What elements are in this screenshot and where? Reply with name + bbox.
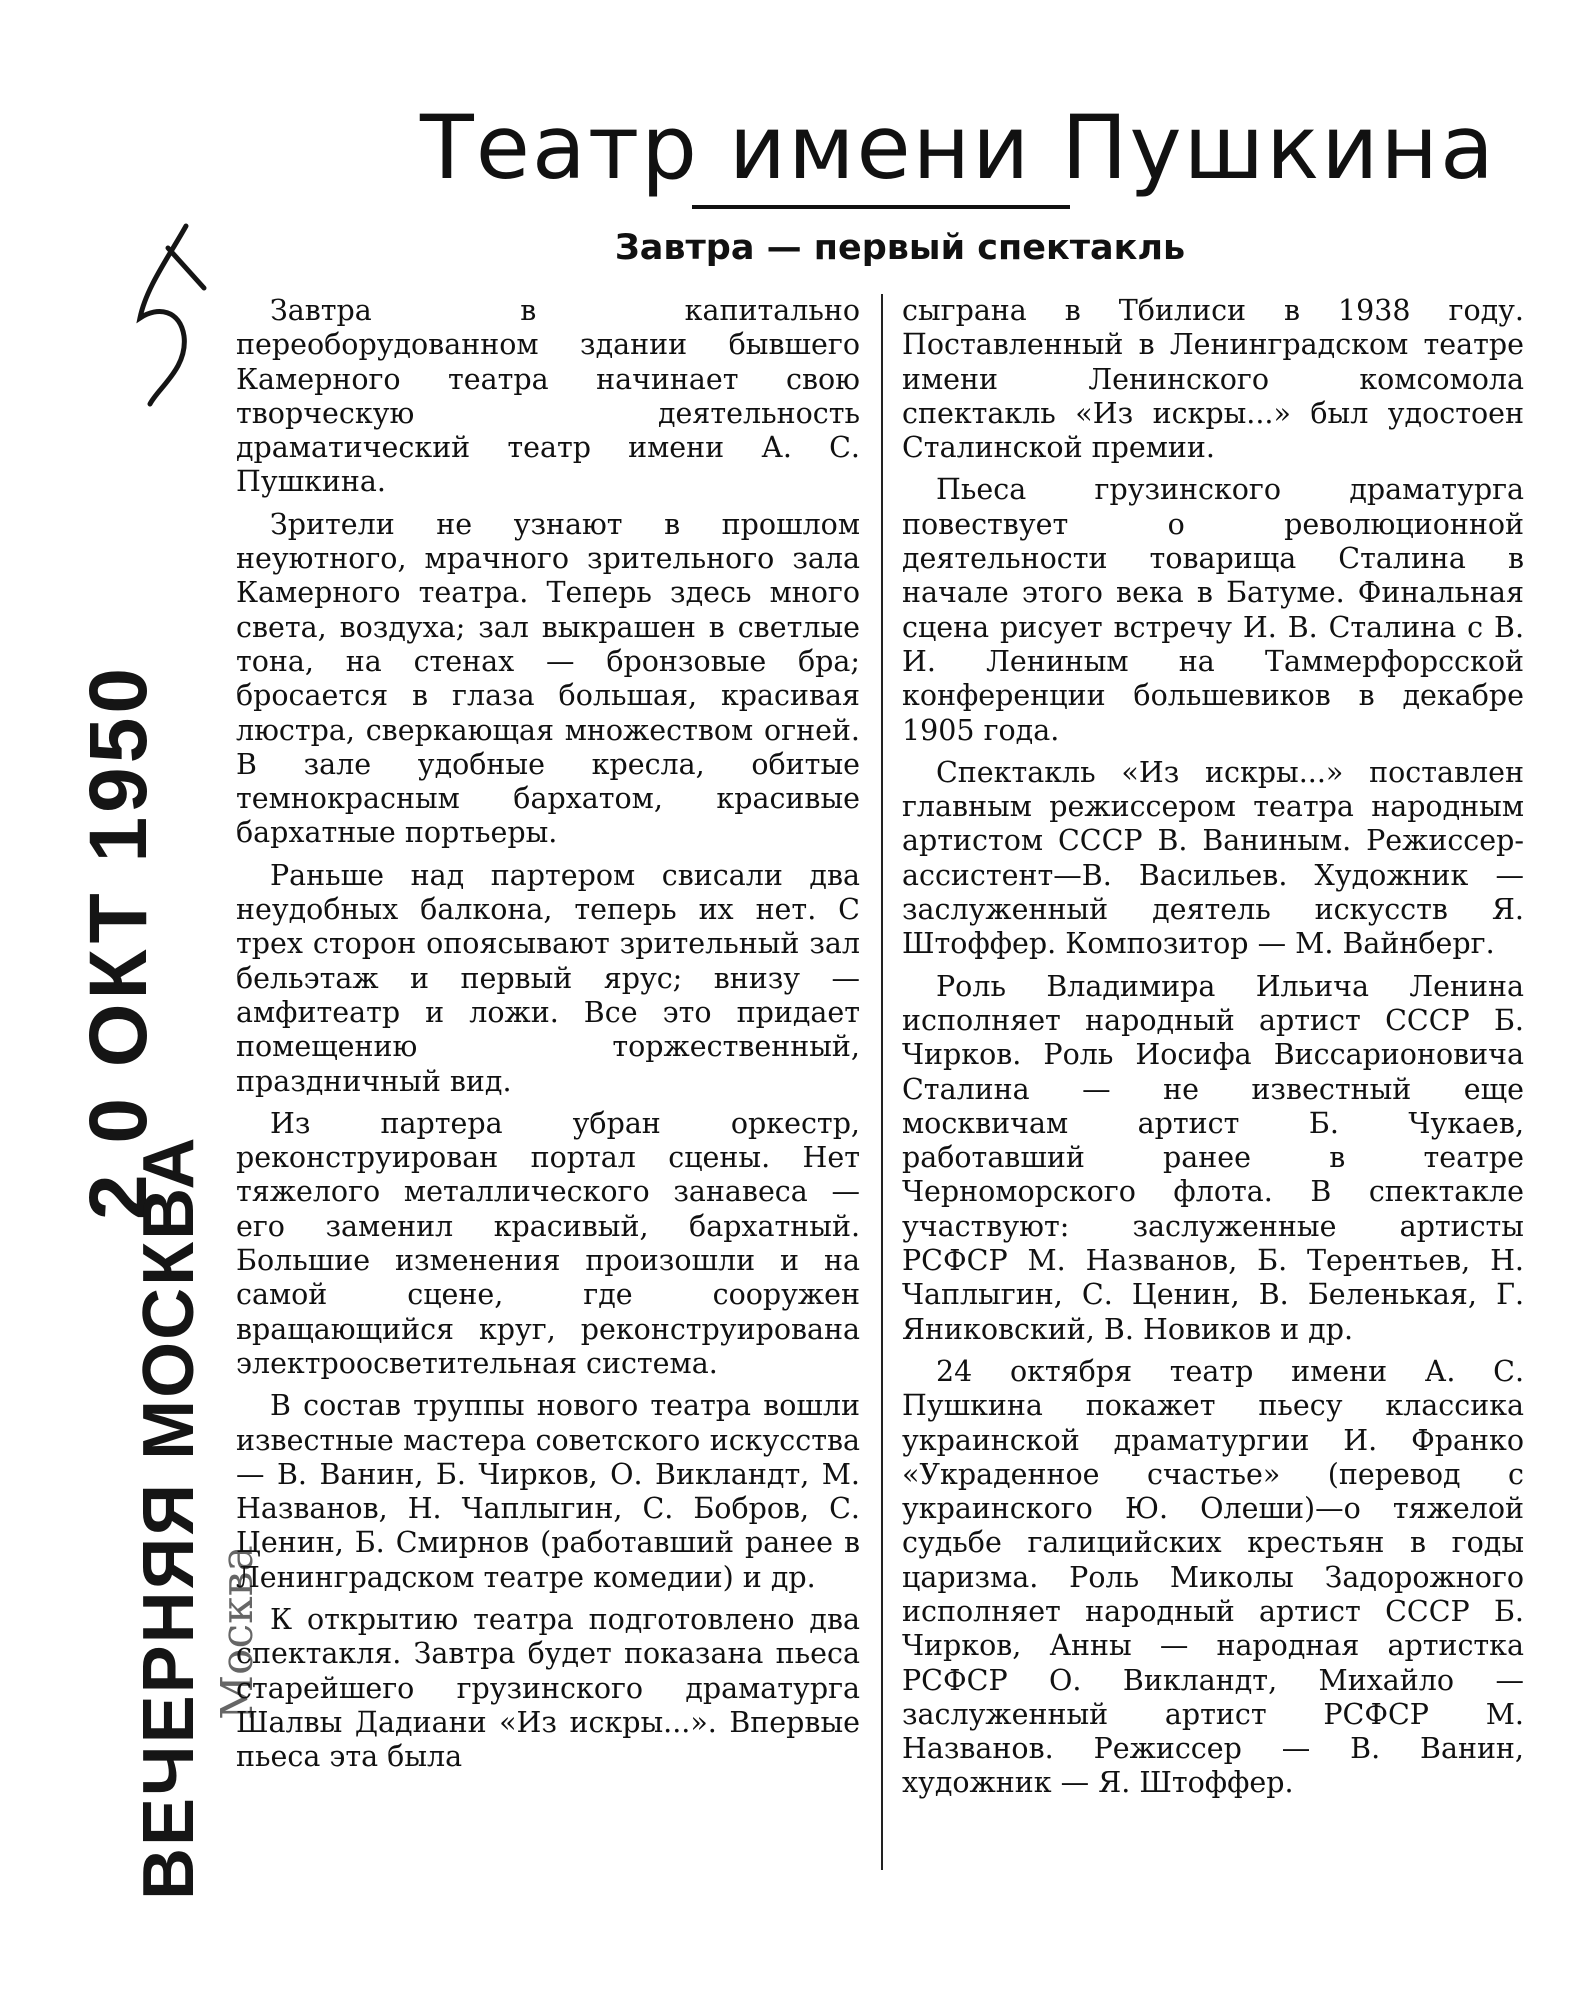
paragraph: Зрители не узнают в прошлом неуютного, мрачного зрительного зала Камерного театра. Теперь здесь много света, воздуха; зал выкрашен в светлые тона, на стенах — бронзовые бра; бросается в глаза большая, красивая люстра, сверкающая множеством огней. В зале удобные кресла, обитые темнокрасным бархатом, красивые бархатные портьеры. bbox=[236, 507, 860, 850]
right-column bbox=[902, 294, 1524, 1809]
city-stamp: Москва bbox=[212, 1545, 263, 1720]
paragraph: В состав труппы нового театра вошли известные мастера советского искусства — В. Ванин, Б. Чирков, О. Викландт, М. Названов, Н. Чаплыгин, С. Бобров, С. Ценин, Б. Смирнов (работавший ранее в Ленинградском театре комедии) и др. bbox=[236, 1389, 860, 1594]
column-divider bbox=[881, 294, 883, 1870]
date-stamp: 2 0 ОКТ 1950 bbox=[73, 664, 164, 1220]
paragraph: 24 октября театр имени А. С. Пушкина покажет пьесу классика украинской драматургии И. Франко «Украденное счастье» (перевод с украинского Ю. Олеши)—о тяжелой судьбе галицийских крестьян в годы царизма. Роль Миколы Задорожного исполняет народный артист СССР Б. Чирков, Анны — народная артистка РСФСР О. Викландт, Михайло — заслуженный артист РСФСР М. Названов. Режиссер — В. Ванин, художник — Я. Штоффер. bbox=[902, 1354, 1524, 1800]
paragraph: Спектакль «Из искры...» поставлен главным режиссером театра народным артистом СССР В. Ваниным. Режиссер-ассистент—В. Васильев. Художник — заслуженный деятель искусств Я. Штоффер. Композитор — М. Вайнберг. bbox=[902, 755, 1524, 961]
article-headline: Театр имени Пушкина bbox=[420, 96, 1496, 199]
paragraph: Раньше над партером свисали два неудобных балкона, теперь их нет. С трех сторон опоясывают зрительный зал бельэтаж и первый ярус; внизу — амфитеатр и ложи. Все это придает помещению торжественный, праздничный вид. bbox=[236, 858, 860, 1098]
newspaper-name-stamp: ВЕЧЕРНЯЯ МОСКВА bbox=[129, 1135, 209, 1900]
paragraph: Завтра в капитально переоборудованном здании бывшего Камерного театра начинает свою творческую деятельность драматический театр имени А. С. Пушкина. bbox=[236, 294, 860, 499]
handwritten-number-mark bbox=[128, 218, 208, 408]
left-column bbox=[236, 294, 860, 1782]
paragraph: К открытию театра подготовлено два спектакля. Завтра будет показана пьеса старейшего грузинского драматурга Шалвы Дадиани «Из искры...». Впервые пьеса эта была bbox=[236, 1602, 860, 1774]
paragraph: Пьеса грузинского драматурга повествует о революционной деятельности товарища Сталина в начале этого века в Батуме. Финальная сцена рисует встречу И. В. Сталина с В. И. Лениным на Таммерфорсской конференции большевиков в декабре 1905 года. bbox=[902, 473, 1524, 747]
paragraph: Роль Владимира Ильича Ленина исполняет народный артист СССР Б. Чирков. Роль Иосифа Виссарионовича Сталина — не известный еще москвичам артист Б. Чукаев, работавший ранее в театре Черноморского флота. В спектакле участвуют: заслуженные артисты РСФСР М. Названов, Б. Терентьев, Н. Чаплыгин, С. Ценин, В. Беленькая, Г. Яниковский, В. Новиков и др. bbox=[902, 969, 1524, 1346]
article-subtitle: Завтра — первый спектакль bbox=[614, 228, 1186, 268]
paragraph-continuation: сыграна в Тбилиси в 1938 году. Поставленный в Ленинградском театре имени Ленинского комсомола спектакль «Из искры...» был удостоен Сталинской премии. bbox=[902, 294, 1524, 465]
paragraph: Из партера убран оркестр, реконструирован портал сцены. Нет тяжелого металлического занавеса — его заменил красивый, бархатный. Большие изменения произошли и на самой сцене, где сооружен вращающийся круг, реконструирована электроосветительная система. bbox=[236, 1106, 860, 1380]
headline-rule bbox=[692, 205, 1070, 209]
